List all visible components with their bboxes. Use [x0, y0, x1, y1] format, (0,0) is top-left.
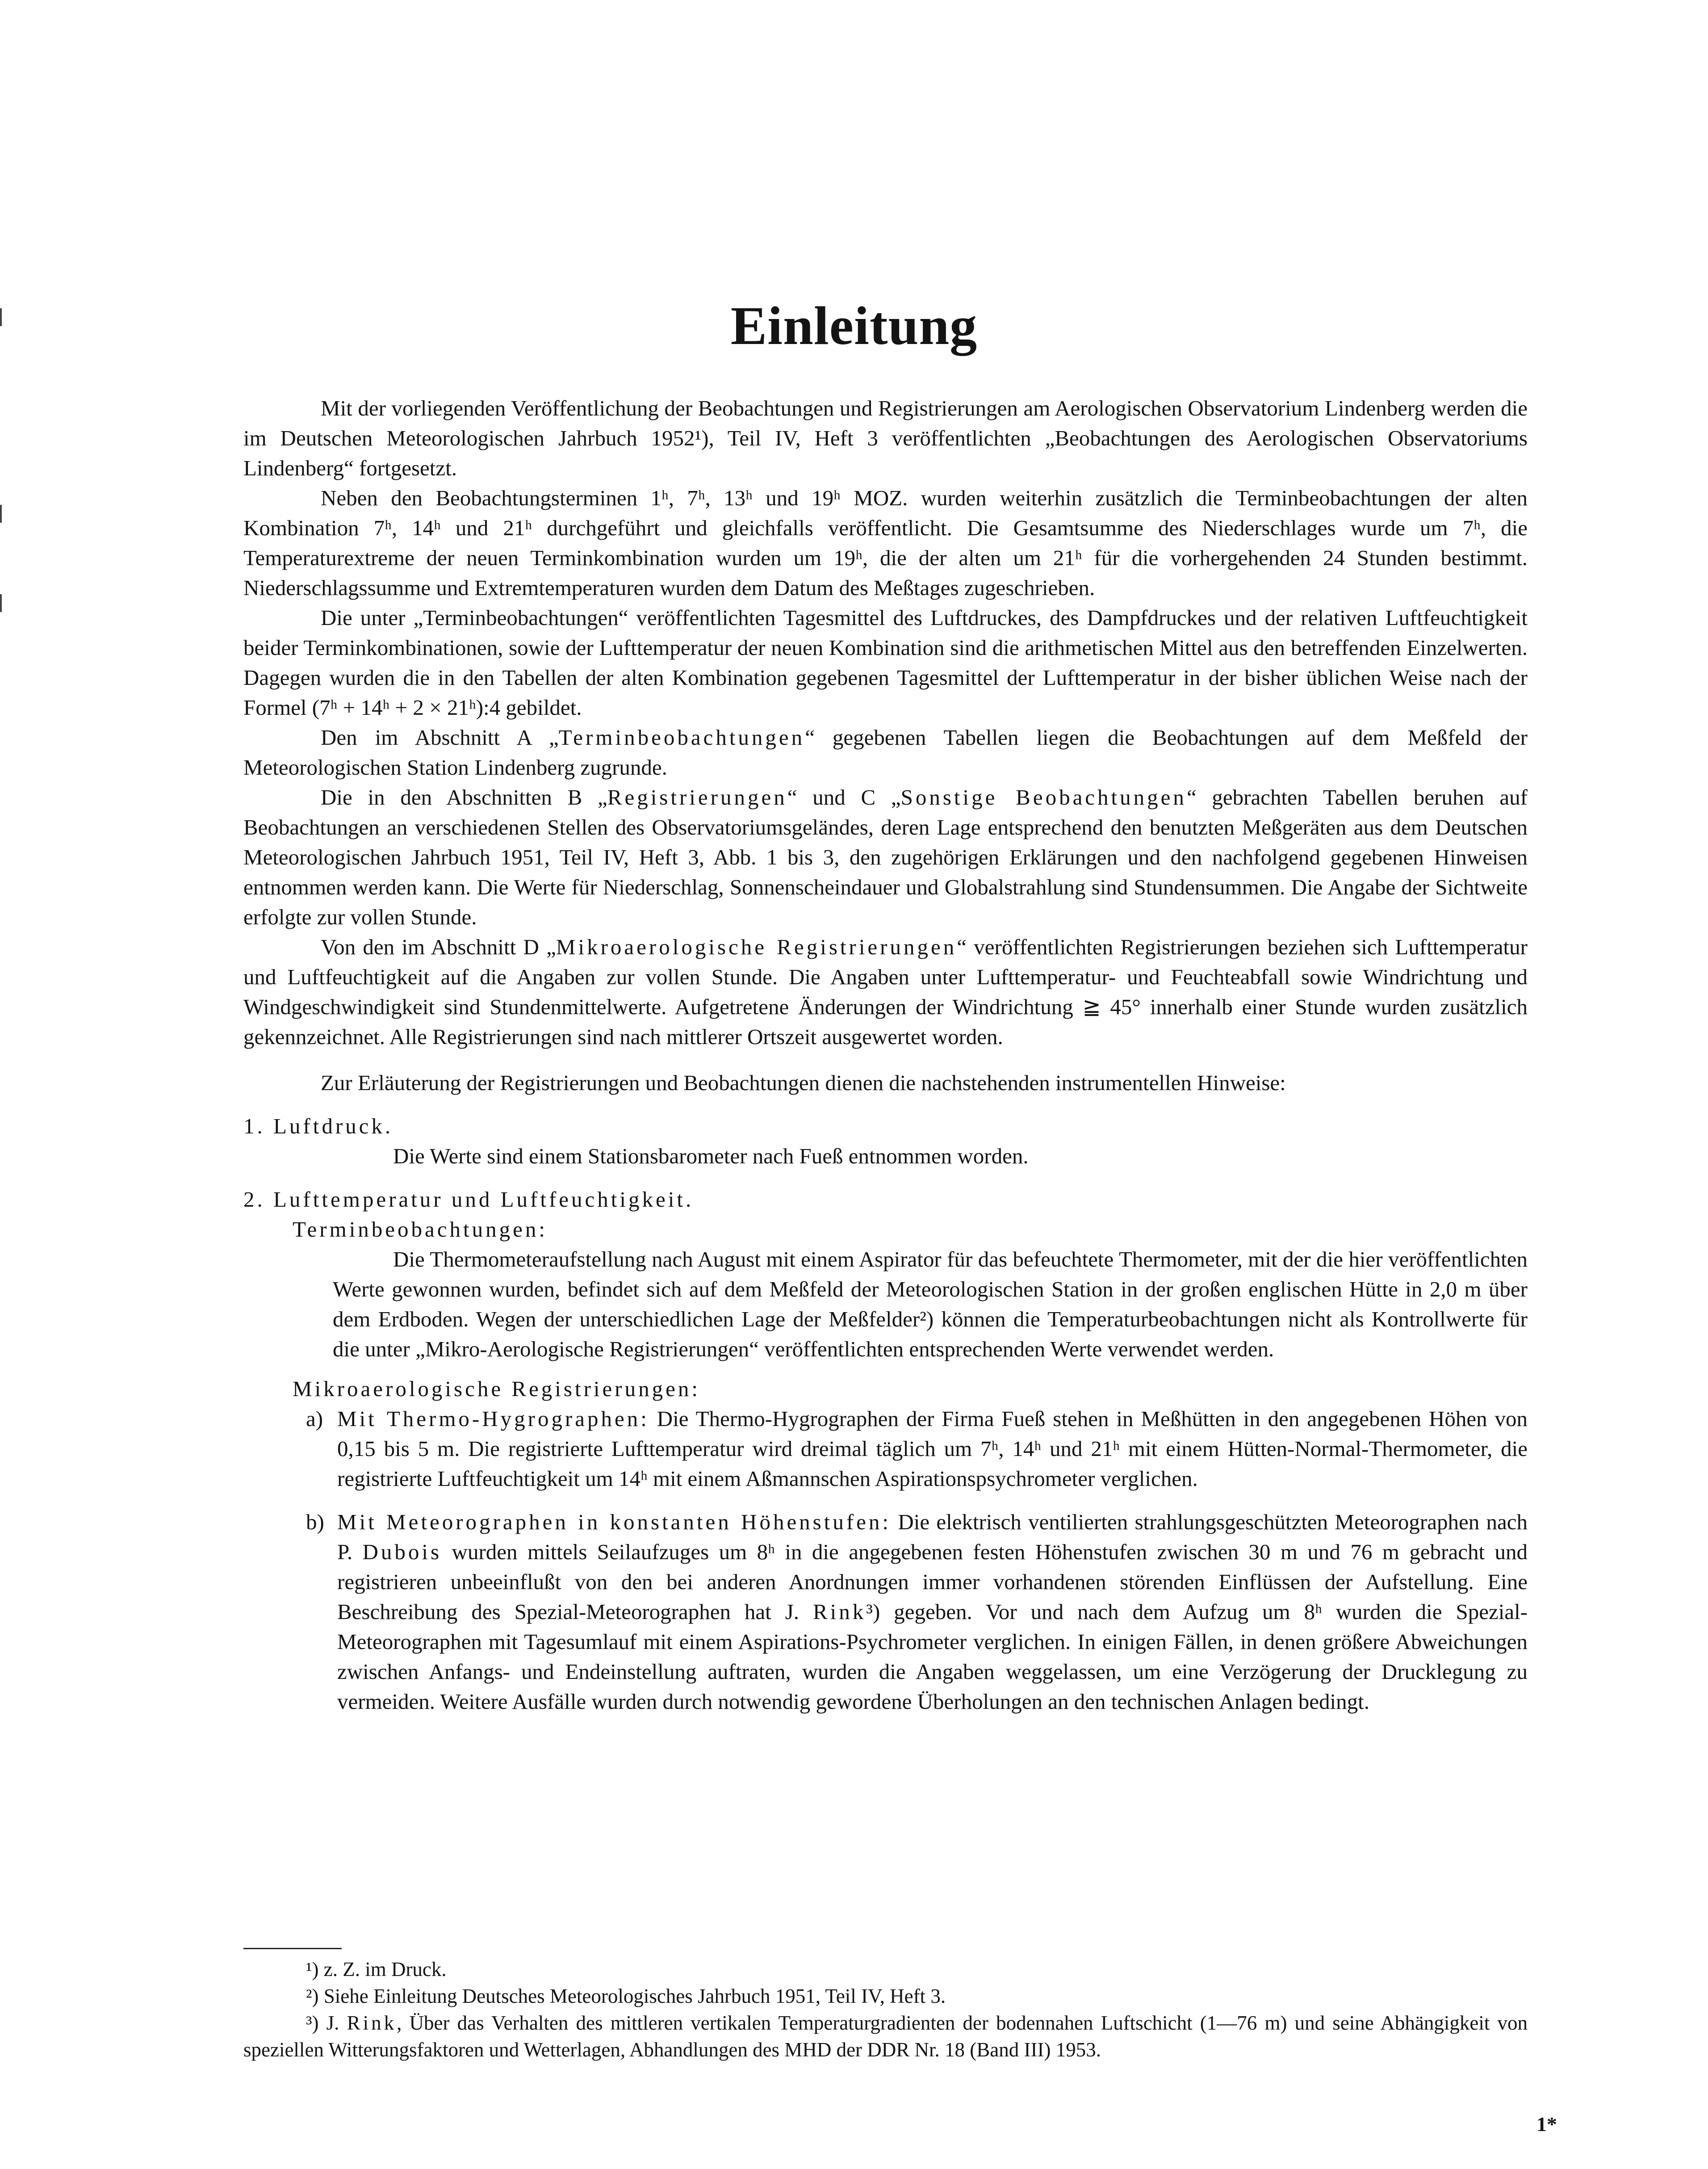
intro-paragraph: Mit der vorliegenden Veröffentlichung der Beobachtungen und Registrierungen am Aerologischen Observatorium Lindenberg werden die im Deutschen Meteorologischen Jahrbuch 1952¹), Teil IV, Heft 3 veröffentlichten „Beobachtungen des Aerologischen Observatoriums Lindenberg“ fortgesetzt.: [243, 396, 1528, 480]
paragraph-hinweise-intro: Zur Erläuterung der Registrierungen und Beobachtungen dienen die nachstehenden instrumentellen Hinweise:: [321, 1070, 1286, 1095]
footnotes: [243, 1956, 1528, 2063]
subsection-text-terminbeobachtungen: Die Thermometeraufstellung nach August mit einem Aspirator für das befeuchtete Thermometer, mit der die hier veröffentlichten Werte gewonnen wurden, befindet sich auf dem Meßfeld der Meteorologischen Station in der großen englischen Hütte in 2,0 m über dem Erdboden. Wegen der unterschiedlichen Lage der Meßfelder²) können die Temperaturbeobachtungen nicht als Kontrollwerte für die unter „Mikro-Aerologische Registrierungen“ veröffentlichten entsprechenden Werte verwendet werden.: [333, 1247, 1528, 1361]
page-number: 1*: [1536, 2113, 1557, 2135]
list-marker: a): [306, 1406, 323, 1431]
paragraph-abschnitt-a: Den im Abschnitt A „Terminbeobachtungen“ gegebenen Tabellen liegen die Beobachtungen auf dem Meßfeld der Meteorologischen Station Lindenberg zugrunde.: [243, 725, 1528, 780]
page-title: Einleitung: [730, 296, 978, 356]
subheading-terminbeobachtungen: Terminbeobachtungen:: [293, 1217, 548, 1242]
footnote-3: ³) J. Rink, Über das Verhalten des mittleren vertikalen Temperaturgradienten der bodennahen Luftschicht (1—76 m) und seine Abhängigkeit von speziellen Witterungsfaktoren und Wetterlagen, Abhandlungen des MHD der DDR Nr. 18 (Band III) 1953.: [243, 2012, 1528, 2061]
scan-edge-mark: [0, 594, 2, 612]
paragraph-abschnitt-d: Von den im Abschnitt D „Mikroaerologische Registrierungen“ veröffentlichten Registrierungen beziehen sich Lufttemperatur und Luftfeuchtigkeit auf die Angaben zur vollen Stunde. Die Angaben unter Lufttemperatur- und Feuchteabfall sowie Windrichtung und Windgeschwindigkeit sind Stundenmittelwerte. Aufgetretene Änderungen der Windrichtung ≧ 45° innerhalb einer Stunde wurden zusätzlich gekennzeichnet. Alle Registrierungen sind nach mittlerer Ortszeit ausgewertet worden.: [243, 935, 1528, 1049]
subheading-mikroaerologische: Mikroaerologische Registrierungen:: [293, 1376, 700, 1401]
paragraph-tagesmittel: Die unter „Terminbeobachtungen“ veröffentlichten Tagesmittel des Luftdruckes, des Dampfdruckes und der relativen Luftfeuchtigkeit beider Terminkombinationen, sowie der Lufttemperatur der neuen Kombination sind die arithmetischen Mittel aus den betreffenden Einzelwerten. Dagegen wurden die in den Tabellen der alten Kombination gegebenen Tagesmittel der Lufttemperatur in der bisher üblichen Weise nach der Formel (7ʰ + 14ʰ + 2 × 21ʰ):4 gebildet.: [243, 605, 1528, 720]
footnote-2: ²) Siehe Einleitung Deutsches Meteorologisches Jahrbuch 1951, Teil IV, Heft 3.: [306, 1985, 946, 2007]
section-heading-lufttemperatur: 2. Lufttemperatur und Luftfeuchtigkeit.: [243, 1187, 694, 1212]
section-text-luftdruck: Die Werte sind einem Stationsbarometer nach Fueß entnommen worden.: [393, 1144, 1029, 1168]
list-item-a: a) Mit Thermo-Hygrographen: Die Thermo-Hygrographen der Firma Fueß stehen in Meßhütten in den angegebenen Höhen von 0,15 bis 5 m. Die registrierte Lufttemperatur wird dreimal täglich um 7ʰ, 14ʰ und 21ʰ mit einem Hütten-Normal-Thermometer, die registrierte Luftfeuchtigkeit um 14ʰ mit einem Aßmannschen Aspirationspsychrometer verglichen.: [243, 1404, 1528, 1494]
scan-edge-mark: [0, 505, 2, 523]
section-heading-luftdruck: 1. Luftdruck.: [243, 1114, 394, 1138]
footnote-divider: [243, 1948, 342, 1949]
list-marker: b): [306, 1510, 324, 1534]
list-item-b: b) Mit Meteorographen in konstanten Höhenstufen: Die elektrisch ventilierten strahlungsgeschützten Meteorographen nach P. Dubois wurden mittels Seilaufzuges um 8ʰ in die angegebenen festen Höhenstufen zwischen 30 m und 76 m gebracht und registrieren unbeeinflußt von den bei anderen Anordnungen immer vorhandenen störenden Einflüssen der Aufstellung. Eine Beschreibung des Spezial-Meteorographen hat J. Rink³) gegeben. Vor und nach dem Aufzug um 8ʰ wurden die Spezial-Meteorographen mit Tagesumlauf mit einem Aspirations-Psychrometer verglichen. In einigen Fällen, in denen größere Abweichungen zwischen Anfangs- und Endeinstellung auftraten, wurden die Angaben weggelassen, um eine Verzögerung der Drucklegung zu vermeiden. Weitere Ausfälle wurden durch notwendig gewordene Überholungen an den technischen Anlagen bedingt.: [243, 1507, 1528, 1716]
paragraph-abschnitte-b-c: Die in den Abschnitten B „Registrierungen“ und C „Sonstige Beobachtungen“ gebrachten Tabellen beruhen auf Beobachtungen an verschiedenen Stellen des Observatoriumsgeländes, deren Lage entsprechend den benutzten Meßgeräten aus dem Deutschen Meteorologischen Jahrbuch 1951, Teil IV, Heft 3, Abb. 1 bis 3, den zugehörigen Erklärungen und den nachfolgend gegebenen Hinweisen entnommen werden kann. Die Werte für Niederschlag, Sonnenscheindauer und Globalstrahlung sind Stundensummen. Die Angabe der Sichtweite erfolgte zur vollen Stunde.: [243, 785, 1528, 929]
main-text: [243, 393, 1528, 1716]
footnote-1: ¹) z. Z. im Druck.: [306, 1958, 447, 1980]
paragraph-terminbeobachtungen-times: Neben den Beobachtungsterminen 1ʰ, 7ʰ, 13ʰ und 19ʰ MOZ. wurden weiterhin zusätzlich die Terminbeobachtungen der alten Kombination 7ʰ, 14ʰ und 21ʰ durchgeführt und gleichfalls veröffentlicht. Die Gesamtsumme des Niederschlages wurde um 7ʰ, die Temperaturextreme der neuen Terminkombination wurden um 19ʰ, die der alten um 21ʰ für die vorhergehenden 24 Stunden bestimmt. Niederschlagssumme und Extremtemperaturen wurden dem Datum des Meßtages zugeschrieben.: [243, 486, 1528, 600]
